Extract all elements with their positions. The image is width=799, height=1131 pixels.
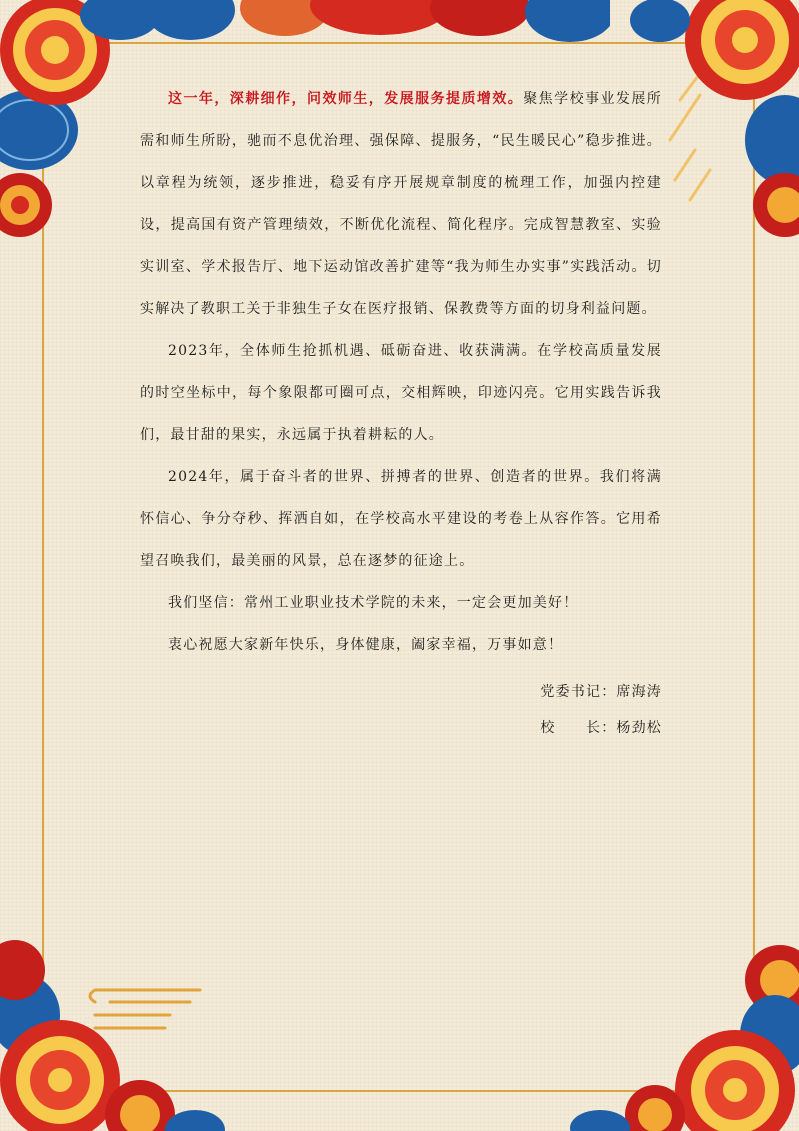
- paragraph-2023: [140, 330, 662, 456]
- paragraph-2024: [140, 456, 662, 582]
- paragraph-wishes: [140, 624, 662, 666]
- letter-body: [140, 78, 662, 746]
- paragraph-text: 衷心祝愿大家新年快乐，身体健康，阖家幸福，万事如意！: [168, 637, 564, 653]
- flower-cluster-top-center: [150, 0, 610, 50]
- paragraph-text: 我们坚信：常州工业职业技术学院的未来，一定会更加美好！: [168, 595, 579, 611]
- signature-party-secretary: [140, 674, 662, 710]
- signature-separator: ：: [601, 720, 617, 736]
- flower-cluster-bottom-right: [570, 940, 799, 1131]
- signature-president: [140, 710, 662, 746]
- signature-title: 党委书记: [540, 684, 602, 700]
- paragraph-text: 聚焦学校事业发展所需和师生所盼，驰而不息优治理、强保障、提服务，“民生暖民心”稳步推进。以章程为统领，逐步推进，稳妥有序开展规章制度的梳理工作，加强内控建设，提高国有资产管理绩效，不断优化流程、简化程序。完成智慧教室、实验实训室、学术报告厅、地下运动馆改善扩建等“我为师生办实事”实践活动。切实解决了教职工关于非独生子女在医疗报销、保教费等方面的切身利益问题。: [140, 91, 662, 317]
- signature-title: 校 长: [540, 720, 602, 736]
- flower-cluster-bottom-left: [0, 940, 230, 1131]
- signature-name: 杨劲松: [616, 720, 662, 736]
- signature-separator: ：: [601, 684, 617, 700]
- paragraph-text: 2024年，属于奋斗者的世界、拼搏者的世界、创造者的世界。我们将满怀信心、争分夺秒、挥洒自如，在学校高水平建设的考卷上从容作答。它用希望召唤我们，最美丽的风景，总在逐梦的征途上。: [140, 469, 662, 569]
- signature-name: 席海涛: [616, 684, 662, 700]
- paragraph-year-review: [140, 78, 662, 330]
- paragraph-lead: 这一年，深耕细作，问效师生，发展服务提质增效。: [168, 91, 524, 107]
- paragraph-text: 2023年，全体师生抢抓机遇、砥砺奋进、收获满满。在学校高质量发展的时空坐标中，每个象限都可圈可点，交相辉映，印迹闪亮。它用实践告诉我们，最甘甜的果实，永远属于执着耕耘的人。: [140, 343, 662, 443]
- paragraph-belief: [140, 582, 662, 624]
